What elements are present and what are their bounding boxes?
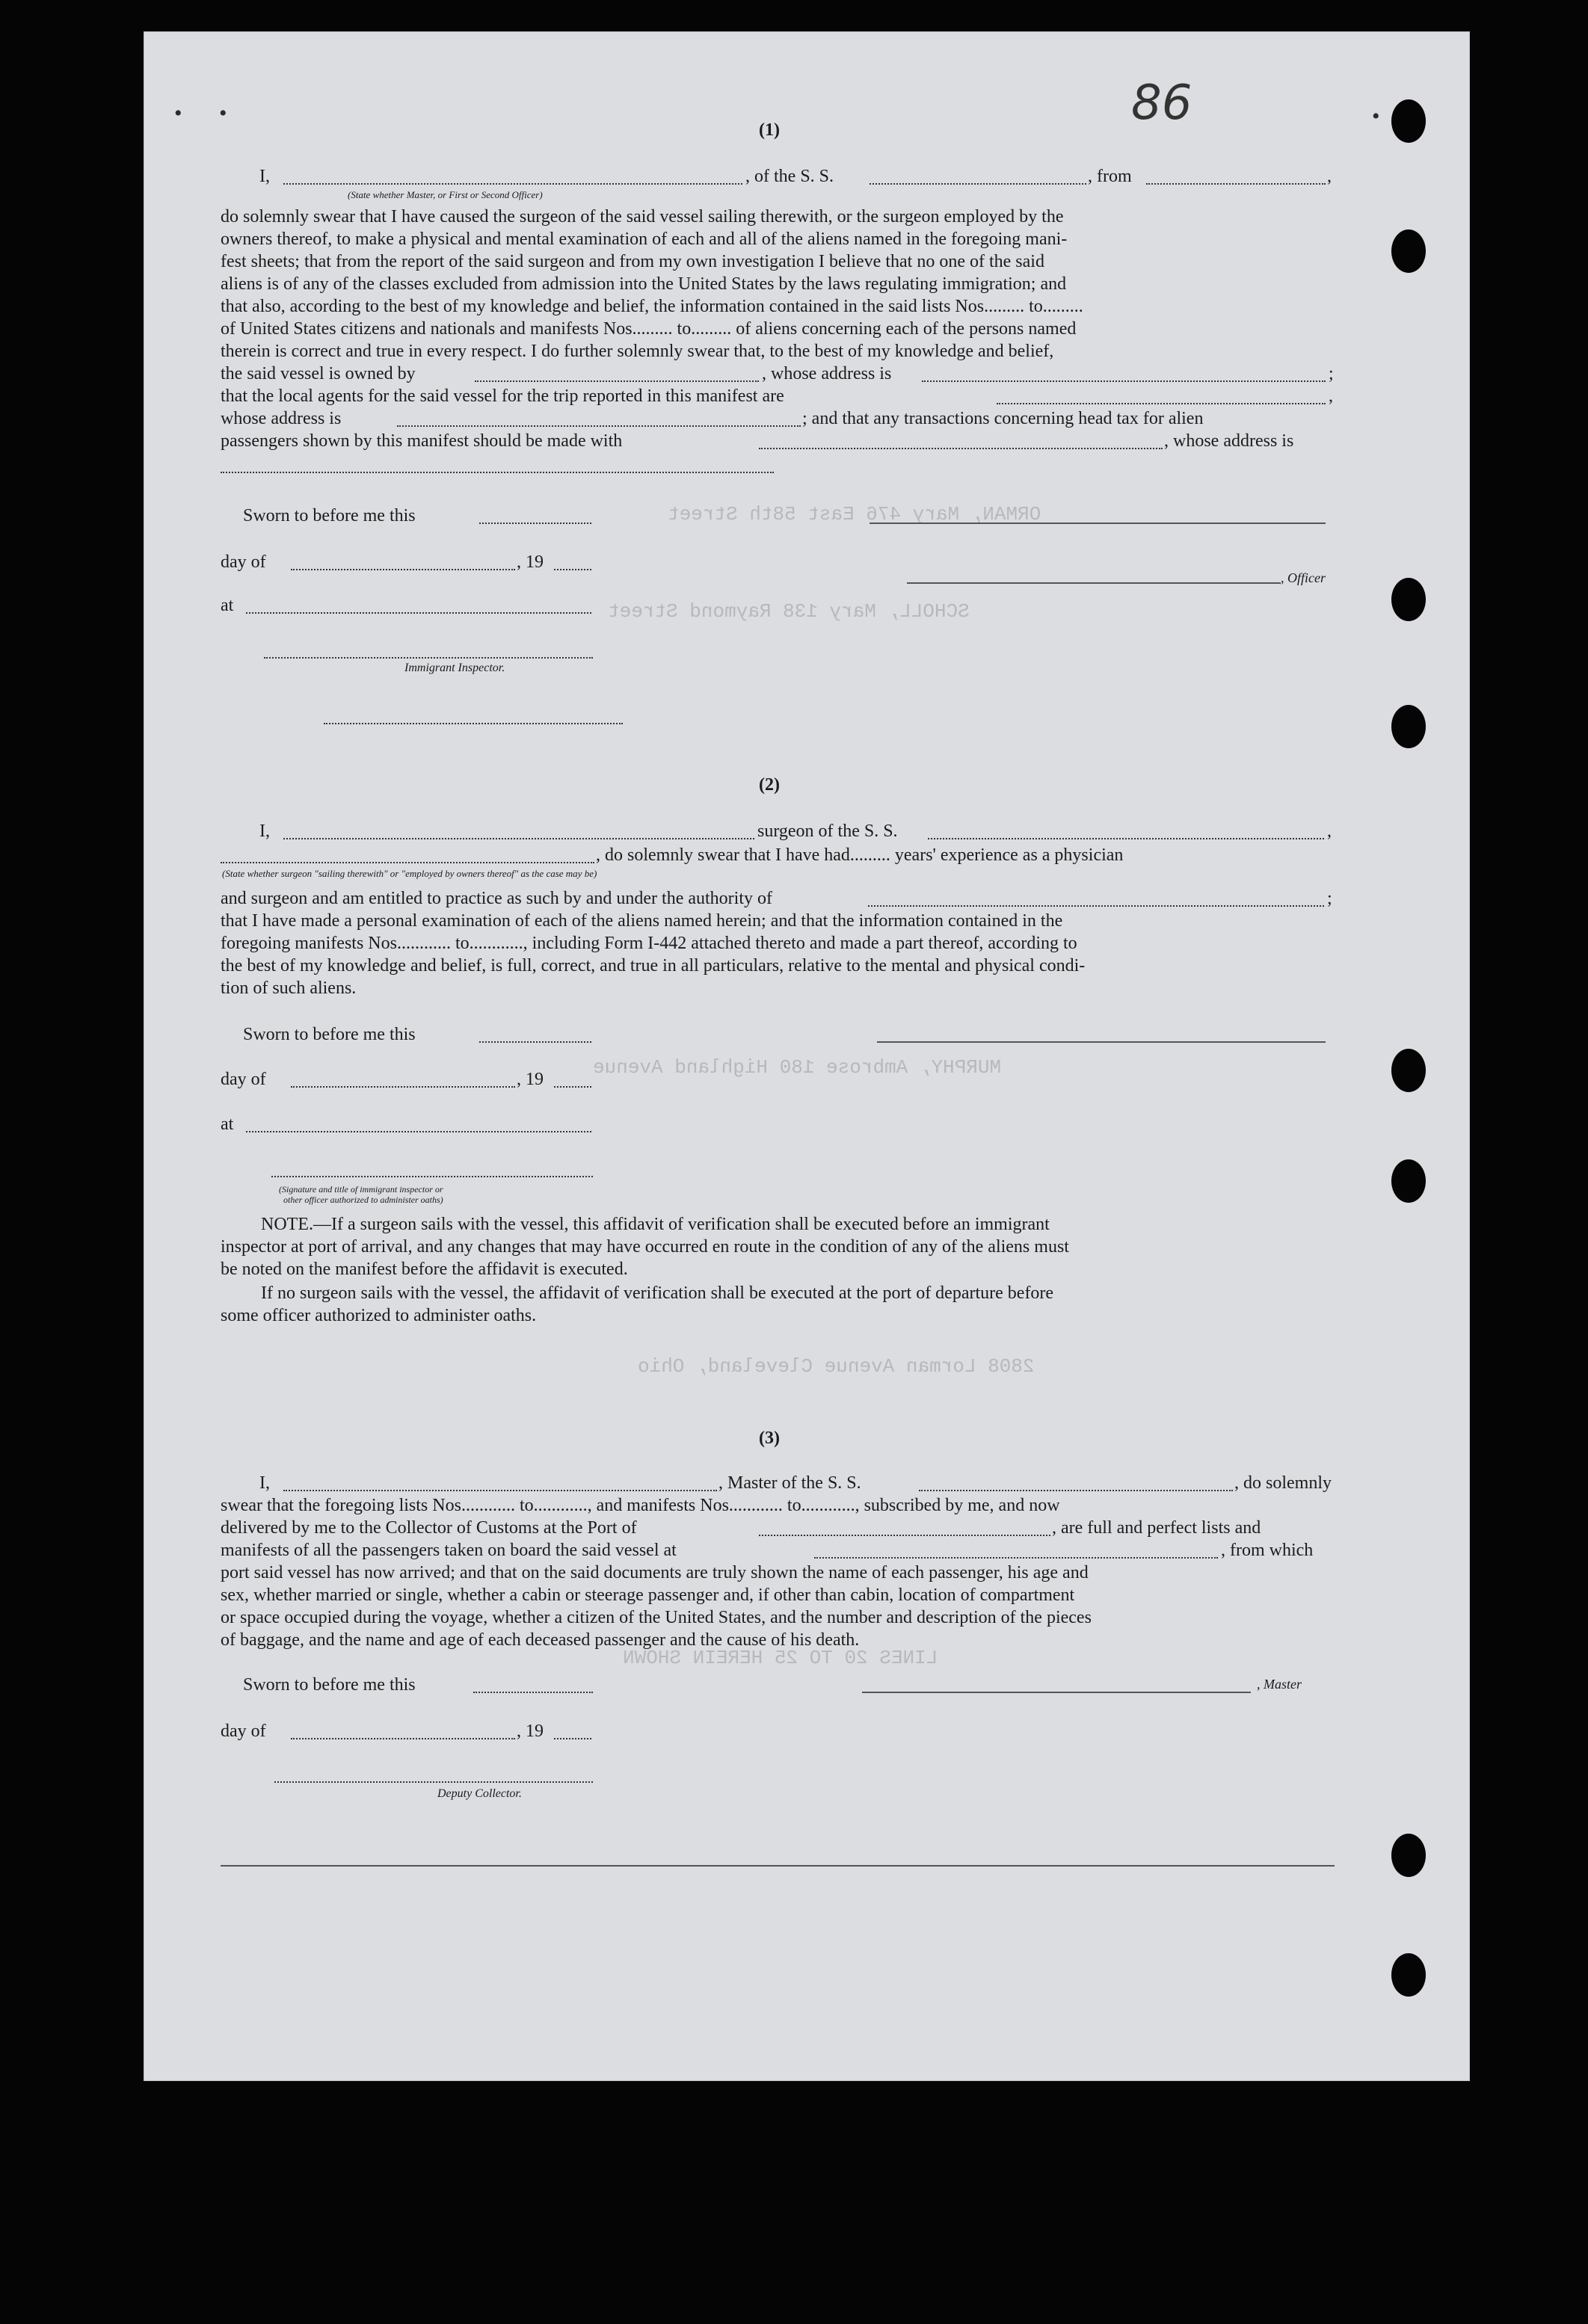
blank-line (397, 425, 801, 427)
corner-mark: • (219, 101, 227, 126)
oath-text: the best of my knowledge and belief, is full, correct, and true in all particulars, relative to the mental and physical condi- (221, 956, 1086, 975)
bleed-through-text: MURPHY, Ambrose 180 Highland Avenue (593, 1056, 1002, 1079)
punch-hole (1391, 99, 1426, 143)
blank-line (283, 838, 754, 839)
blank-line (246, 1131, 591, 1132)
at-label: at (221, 596, 234, 615)
oath-text: , whose address is (762, 364, 892, 383)
blank-line (997, 403, 1326, 404)
blank-line (919, 1490, 1233, 1491)
oath-text: fest sheets; that from the report of the said surgeon and from my own investigation I believe that no one of the said (221, 252, 1044, 271)
day-label: day of (221, 1070, 266, 1089)
bleed-through-text: 2808 Lorman Avenue Cleveland, Ohio (638, 1355, 1035, 1378)
bottom-rule (221, 1865, 1335, 1867)
oath-text: tion of such aliens. (221, 978, 357, 998)
oath-text: ; and that any transactions concerning head tax for alien (802, 409, 1204, 428)
oath-text: and surgeon and am entitled to practice as such by and under the authority of (221, 889, 772, 908)
oath-text: the said vessel is owned by (221, 364, 416, 383)
punch-hole (1391, 1159, 1426, 1203)
blank-line (291, 1738, 515, 1739)
bleed-through-text: ORMAN, Mary 476 East 58th Street (668, 503, 1041, 525)
deputy-collector-caption: Deputy Collector. (437, 1787, 522, 1800)
punch-hole (1391, 705, 1426, 748)
master-label: , Master (1257, 1677, 1302, 1692)
blank-line (291, 569, 515, 570)
day-label: day of (221, 552, 266, 572)
oath-text: aliens is of any of the classes excluded from admission into the United States by the laws regulating immigration; and (221, 274, 1067, 294)
blank-line (928, 838, 1324, 839)
signature-line (907, 582, 1281, 584)
blank-line (554, 1086, 591, 1088)
note-text: If no surgeon sails with the vessel, the affidavit of verification shall be executed at the port of departure before (261, 1283, 1054, 1303)
section-number: (1) (759, 120, 780, 140)
sworn-label: Sworn to before me this (243, 506, 416, 525)
oath-line: surgeon of the S. S. (757, 822, 898, 841)
oath-text: therein is correct and true in every respect. I do further solemnly swear that, to the best of my knowledge and belief, (221, 342, 1054, 361)
oath-line: , (1327, 167, 1332, 186)
signature-line (862, 1692, 1251, 1693)
oath-line: , Master of the S. S. (718, 1473, 861, 1493)
oath-text: delivered by me to the Collector of Customs at the Port of (221, 1518, 637, 1538)
oath-line: I, (259, 822, 270, 841)
oath-text: sex, whether married or single, whether a cabin or steerage passenger and, if other than cabin, location of compartment (221, 1585, 1075, 1605)
oath-text: , whose address is (1164, 431, 1294, 451)
punch-hole (1391, 578, 1426, 621)
field-caption: (State whether surgeon "sailing therewith" or "employed by owners thereof" as the case may be) (222, 868, 597, 879)
oath-text: that I have made a personal examination of each of the aliens named herein; and that the information contained in the (221, 911, 1063, 931)
day-label: day of (221, 1722, 266, 1741)
officer-label: , Officer (1281, 570, 1326, 585)
oath-text: that the local agents for the said vessel for the trip reported in this manifest are (221, 386, 784, 406)
oath-text: , from which (1221, 1541, 1314, 1560)
blank-line (759, 448, 1163, 449)
blank-line (554, 1738, 591, 1739)
handwritten-page-number: 86 (1131, 75, 1192, 131)
oath-text: do solemnly swear that I have caused the surgeon of the said vessel sailing therewith, or the surgeon employed by the (221, 207, 1064, 226)
section-number: (2) (759, 775, 780, 795)
sworn-label: Sworn to before me this (243, 1675, 416, 1695)
blank-line (324, 723, 623, 724)
affidavit-page (144, 31, 1470, 2081)
blank-line (274, 1781, 593, 1783)
blank-line (221, 862, 594, 863)
blank-line (264, 657, 593, 659)
bleed-through-text: SCHOLL, Mary 138 Raymond Street (608, 600, 970, 623)
blank-line (868, 905, 1324, 907)
corner-mark: • (1372, 104, 1380, 129)
punch-hole (1391, 229, 1426, 273)
year-label: , 19 (517, 552, 544, 572)
punch-hole (1391, 1953, 1426, 1997)
blank-line (479, 523, 591, 524)
year-label: , 19 (517, 1722, 544, 1741)
blank-line (479, 1041, 591, 1043)
oath-text: owners thereof, to make a physical and mental examination of each and all of the aliens named in the foregoing mani- (221, 229, 1068, 249)
oath-text: swear that the foregoing lists Nos............ to............, and manifests Nos............ to............, subscribed by me, and now (221, 1496, 1060, 1515)
note-text: NOTE.—If a surgeon sails with the vessel, this affidavit of verification shall be executed before an immigrant (261, 1215, 1050, 1234)
note-text: inspector at port of arrival, and any changes that may have occurred en route in the condition of any of the aliens must (221, 1237, 1069, 1257)
blank-line (759, 1535, 1050, 1536)
bleed-through-text: LINES 20 TO 25 HEREIN SHOWN (623, 1647, 938, 1669)
oath-text: ; (1327, 889, 1332, 908)
blank-line (554, 569, 591, 570)
oath-text: manifests of all the passengers taken on board the said vessel at (221, 1541, 677, 1560)
note-text: be noted on the manifest before the affidavit is executed. (221, 1260, 628, 1279)
section-number: (3) (759, 1428, 780, 1448)
at-label: at (221, 1115, 234, 1134)
oath-line: , do solemnly swear that I have had......... years' experience as a physician (596, 845, 1124, 865)
oath-line: , from (1088, 167, 1132, 186)
oath-text: , (1329, 386, 1333, 406)
punch-hole (1391, 1834, 1426, 1877)
oath-line: I, (259, 167, 270, 186)
signature-line (870, 523, 1326, 524)
blank-line (246, 612, 591, 614)
blank-line (870, 183, 1086, 185)
blank-line (814, 1557, 1218, 1559)
oath-line: , do solemnly (1234, 1473, 1332, 1493)
year-label: , 19 (517, 1070, 544, 1089)
oath-line: , of the S. S. (745, 167, 834, 186)
blank-line (271, 1176, 593, 1177)
corner-mark: • (174, 101, 182, 126)
blank-line (922, 380, 1326, 382)
blank-line (283, 183, 742, 185)
oath-line: , (1327, 822, 1332, 841)
oath-text: , are full and perfect lists and (1052, 1518, 1261, 1538)
oath-text: ; (1329, 364, 1334, 383)
punch-hole (1391, 1049, 1426, 1092)
field-caption: (State whether Master, or First or Second Officer) (348, 189, 543, 200)
blank-line (221, 472, 774, 473)
sworn-label: Sworn to before me this (243, 1025, 416, 1044)
blank-line (473, 1692, 593, 1693)
oath-text: of United States citizens and nationals and manifests Nos......... to......... of aliens concerning each of the persons named (221, 319, 1077, 339)
oath-text: or space occupied during the voyage, whether a citizen of the United States, and the number and description of the pieces (221, 1608, 1092, 1627)
blank-line (283, 1490, 717, 1491)
blank-line (291, 1086, 515, 1088)
note-text: some officer authorized to administer oaths. (221, 1306, 537, 1325)
oath-line: I, (259, 1473, 270, 1493)
signature-caption: (Signature and title of immigrant inspector or (279, 1184, 443, 1195)
blank-line (1146, 183, 1326, 185)
oath-text: port said vessel has now arrived; and that on the said documents are truly shown the name of each passenger, his age and (221, 1563, 1089, 1582)
signature-caption: other officer authorized to administer oaths) (283, 1195, 443, 1205)
blank-line (475, 380, 759, 382)
oath-text: of baggage, and the name and age of each deceased passenger and the cause of his death. (221, 1630, 860, 1650)
oath-text: whose address is (221, 409, 342, 428)
oath-text: that also, according to the best of my knowledge and belief, the information contained in the said lists Nos......... to......... (221, 297, 1083, 316)
signature-line (877, 1041, 1326, 1043)
inspector-caption: Immigrant Inspector. (404, 662, 505, 674)
oath-text: passengers shown by this manifest should be made with (221, 431, 623, 451)
oath-text: foregoing manifests Nos............ to............, including Form I-442 attached thereto and made a part thereof, according to (221, 934, 1077, 953)
